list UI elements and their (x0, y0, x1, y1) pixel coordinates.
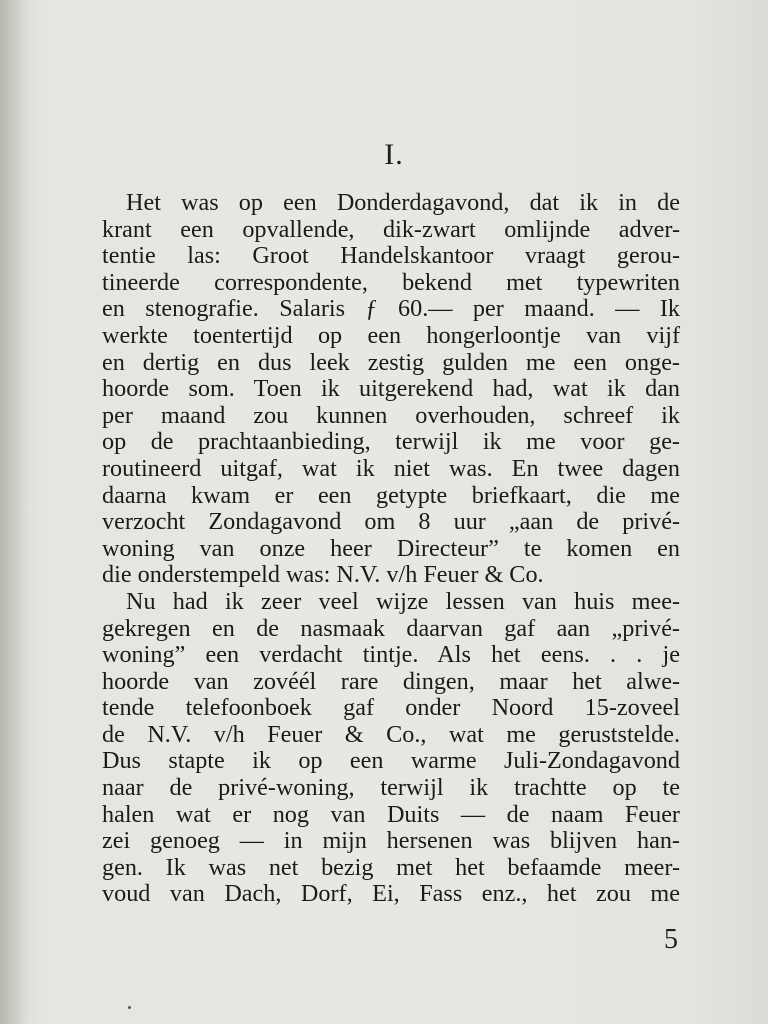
text-line: tentie las: Groot Handelskantoor vraagt gerou- (102, 242, 680, 270)
text-line: Dus stapte ik op een warme Juli-Zondagavond (102, 747, 680, 775)
text-line: krant een opvallende, dik-zwart omlijnde adver- (102, 215, 680, 243)
text-line: Nu had ik zeer veel wijze lessen van huis mee- (126, 587, 680, 615)
text-line: werkte toentertijd op een hongerloontje van vijf (102, 321, 680, 349)
text-line: per maand zou kunnen overhouden, schreef ik (102, 401, 680, 429)
text-line: gekregen en de nasmaak daarvan gaf aan „privé- (102, 614, 680, 642)
text-line: die onderstempeld was: N.V. v/h Feuer & Co. (102, 561, 544, 589)
text-line: de N.V. v/h Feuer & Co., wat me geruststelde. (102, 720, 680, 748)
text-line: zei genoeg — in mijn hersenen was blijven han- (102, 827, 680, 855)
text-line: tende telefoonboek gaf onder Noord 15-zoveel (102, 694, 680, 722)
body-text (102, 190, 680, 908)
text-line: tineerde correspondente, bekend met typewriten (102, 268, 680, 296)
text-line: en stenografie. Salaris ƒ 60.— per maand. — Ik (102, 295, 680, 323)
text-line: hoorde som. Toen ik uitgerekend had, wat ik dan (102, 375, 680, 403)
text-line: woning” een verdacht tintje. Als het eens. . . je (102, 641, 680, 669)
text-line: op de prachtaanbieding, terwijl ik me voor ge- (102, 428, 680, 456)
text-line: woning van onze heer Directeur” te komen en (102, 534, 680, 562)
text-line: hoorde van zovéél rare dingen, maar het alwe- (102, 667, 680, 695)
text-line: Het was op een Donderdagavond, dat ik in de (126, 189, 680, 216)
paper-speck (128, 1006, 131, 1009)
text-line: naar de privé-woning, terwijl ik trachtte op te (102, 774, 680, 802)
text-line: en dertig en dus leek zestig gulden me een onge- (102, 348, 680, 376)
page-number: 5 (664, 924, 678, 955)
chapter-heading (0, 138, 768, 172)
text-line: halen wat er nog van Duits — de naam Feuer (102, 800, 680, 828)
chapter-number: I. (384, 138, 404, 171)
text-line: routineerd uitgaf, wat ik niet was. En twee dagen (102, 454, 680, 482)
text-line: gen. Ik was net bezig met het befaamde meer- (102, 853, 680, 881)
text-line: daarna kwam er een getypte briefkaart, die me (102, 481, 680, 509)
text-line: voud van Dach, Dorf, Ei, Fass enz., het zou me (102, 880, 680, 908)
text-line: verzocht Zondagavond om 8 uur „aan de privé- (102, 508, 680, 536)
